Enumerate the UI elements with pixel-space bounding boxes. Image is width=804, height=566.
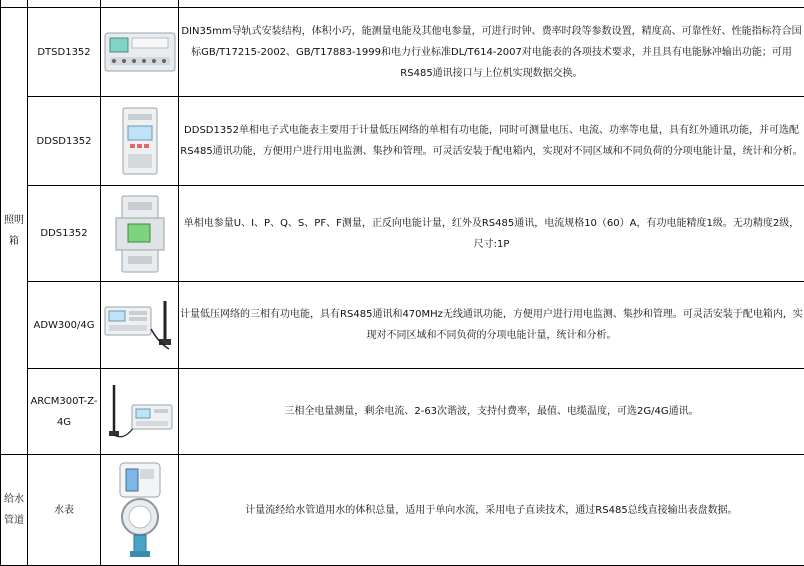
description-text: 单相电参量U、I、P、Q、S、PF、F测量，正反向电能计量，红外及RS485通讯，电流规格10（60）A，有功电能精度1级。无功精度2级，尺寸:1P (183, 217, 800, 250)
description-cell (179, 282, 804, 369)
category-label: 给水管道 (4, 494, 24, 526)
model-name: DDS1352 (40, 228, 88, 239)
model-name: ARCM300T-Z-4G (30, 395, 98, 428)
product-image-cell (101, 455, 179, 566)
table-row (1, 369, 804, 455)
table-row (1, 8, 804, 97)
product-image-cell (101, 186, 179, 282)
table-row (1, 455, 804, 566)
single-phase-meter-image (120, 106, 160, 176)
product-image-cell (101, 97, 179, 186)
description-cell (179, 455, 804, 566)
table-row (1, 97, 804, 186)
description-text: 三相全电量测量，剩余电流、2-63次谐波，支持付费率，最值、电缆温度，可选2G/4G通讯。 (284, 406, 699, 417)
product-image-cell (101, 369, 179, 455)
model-name: 水表 (54, 504, 74, 516)
wireless-meter-with-antenna-image (103, 295, 177, 355)
description-text: 计量流经给水管道用水的体积总量，适用于单向水流，采用电子直读技术，通过RS485总线直接输出表盘数据。 (245, 504, 738, 516)
category-cell-water-pipe (1, 455, 28, 566)
description-cell (179, 369, 804, 455)
category-label: 照明箱 (4, 215, 24, 247)
model-cell (28, 97, 101, 186)
model-name: DTSD1352 (37, 46, 91, 58)
model-cell (28, 186, 101, 282)
model-name: ADW300/4G (33, 319, 95, 331)
product-image-cell (101, 282, 179, 369)
description-cell (179, 8, 804, 97)
table-row (1, 186, 804, 282)
model-name: DDSD1352 (36, 135, 92, 147)
description-cell (179, 186, 804, 282)
din-rail-meter-image (104, 30, 176, 74)
model-cell (28, 455, 101, 566)
description-cell (179, 97, 804, 186)
product-image-cell (101, 8, 179, 97)
monitoring-device-with-antenna-image (104, 381, 176, 443)
table-row (1, 282, 804, 369)
description-text: DDSD1352单相电子式电能表主要用于计量低压网络的单相有功电能，同时可测量电压、电流、功率等电量，具有红外通讯功能，并可选配RS485通讯功能，方便用户进行用电监测、集抄和管理。可灵活安装于配电箱内，实现对不同区域和不同负荷的分项电能计量，统计和分析。 (180, 125, 803, 157)
description-text: DIN35mm导轨式安装结构，体积小巧，能测量电能及其他电参量，可进行时钟、费率时段等参数设置，精度高、可靠性好、性能指标符合国标GB/T17215-2002、GB/T17883-1999和电力行业标准DL/T614-2007对电能表的各项技术要求，并且具有电能脉冲输出功能；可用RS485通讯接口与上位机实现数据交换。 (181, 25, 802, 79)
compact-meter-image (114, 194, 166, 274)
water-meter-image (110, 461, 170, 559)
model-cell (28, 8, 101, 97)
description-text: 计量低压网络的三相有功电能，具有RS485通讯和470MHz无线通讯功能，方便用户进行用电监测、集抄和管理。可灵活安装于配电箱内，实现对不同区域和不同负荷的分项电能计量，统计和分析。 (180, 309, 803, 341)
category-cell-lighting-box (1, 8, 28, 455)
model-cell (28, 369, 101, 455)
model-cell (28, 282, 101, 369)
table-top-edge-row (1, 0, 804, 8)
